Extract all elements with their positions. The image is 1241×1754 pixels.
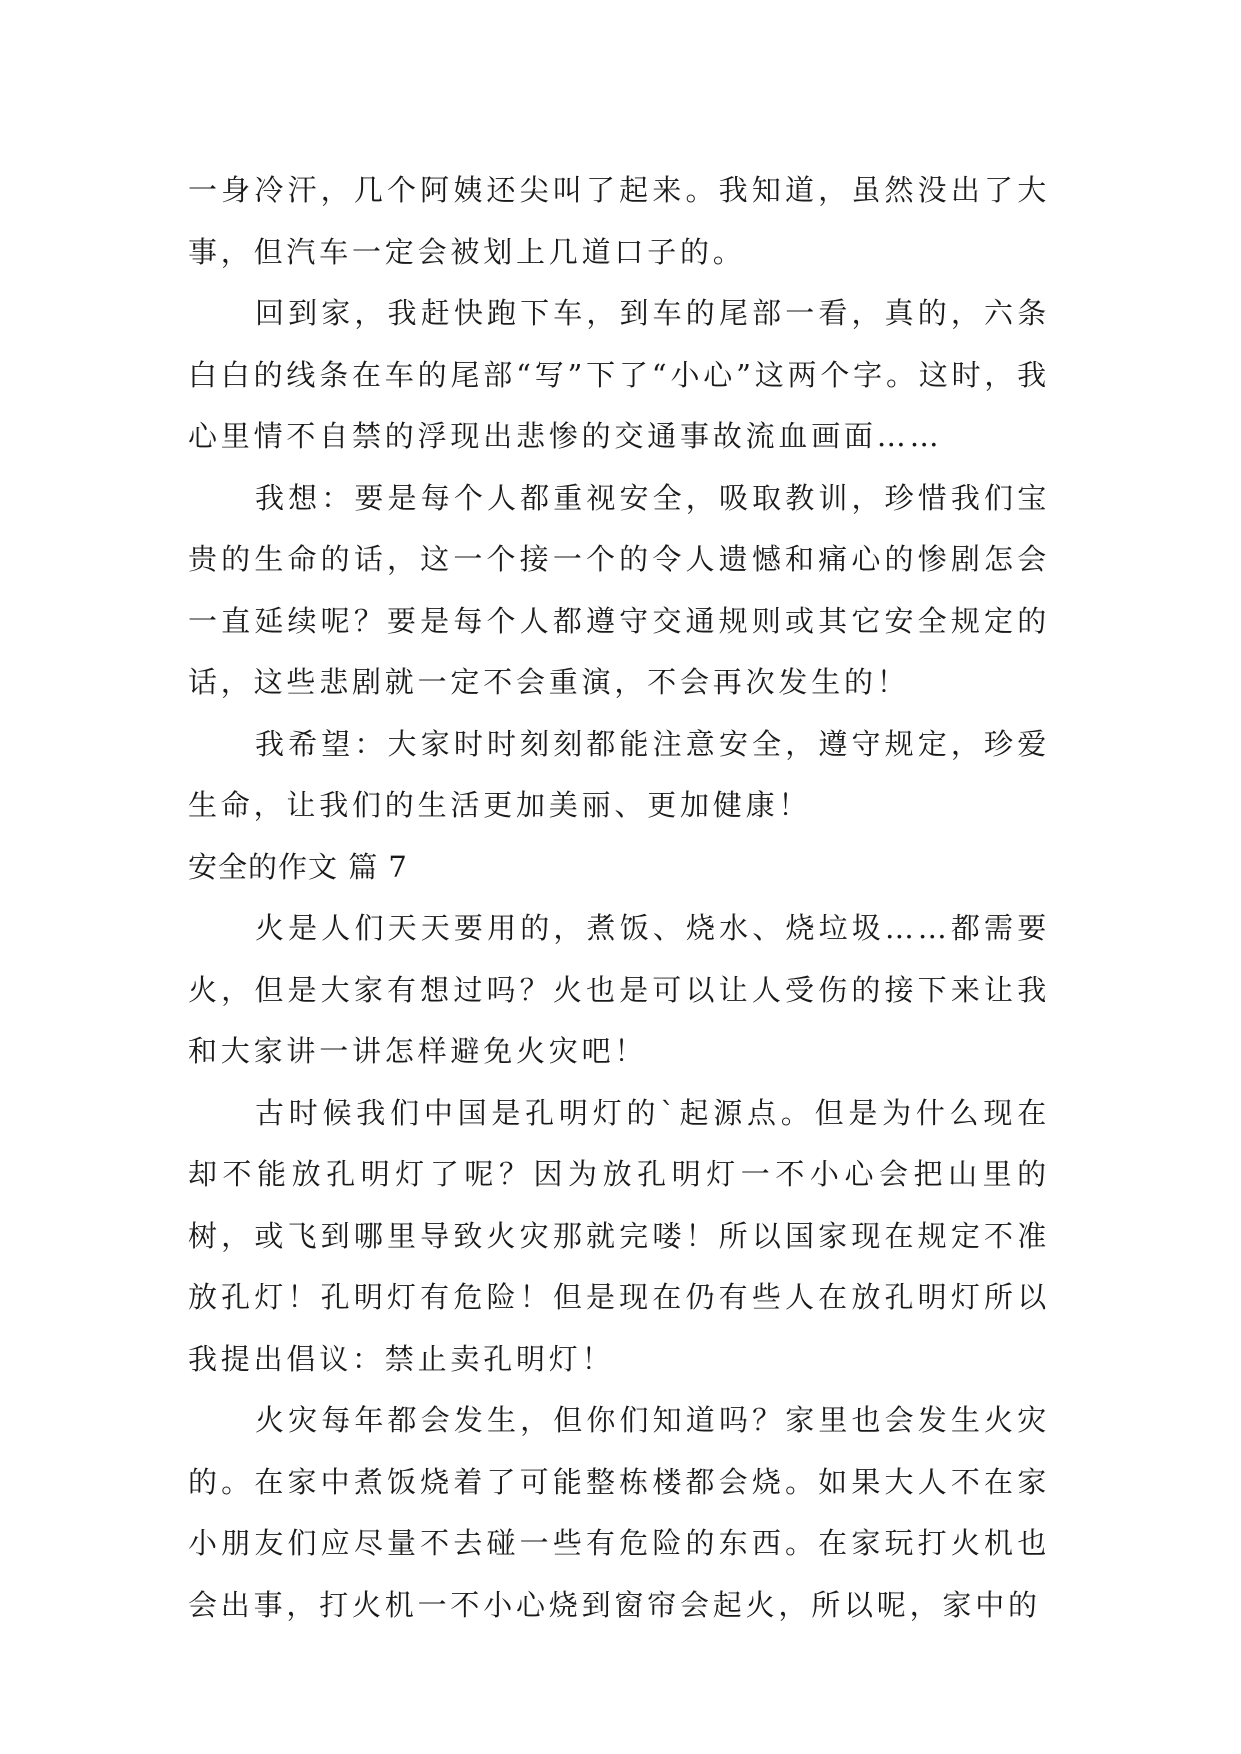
paragraph: 古时候我们中国是孔明灯的`起源点。但是为什么现在却不能放孔明灯了呢？因为放孔明灯一不小心会把山里的树，或飞到哪里导致火灾那就完喽！所以国家现在规定不准放孔灯！孔明灯有危险！但是现在仍有些人在放孔明灯所以我提出倡议：禁止卖孔明灯！ bbox=[188, 1095, 1050, 1376]
section-heading: 安全的作文 篇 7 bbox=[188, 849, 408, 884]
paragraph: 我想：要是每个人都重视安全，吸取教训，珍惜我们宝贵的生命的话，这一个接一个的令人遗憾和痛心的惨剧怎会一直延续呢？要是每个人都遵守交通规则或其它安全规定的话，这些悲剧就一定不会重演，不会再次发生的！ bbox=[188, 480, 1050, 699]
paragraph: 火是人们天天要用的，煮饭、烧水、烧垃圾……都需要火，但是大家有想过吗？火也是可以让人受伤的接下来让我和大家讲一讲怎样避免火灾吧！ bbox=[188, 911, 1050, 1068]
paragraph: 一身冷汗，几个阿姨还尖叫了起来。我知道，虽然没出了大事，但汽车一定会被划上几道口子的。 bbox=[188, 173, 1050, 269]
paragraph: 回到家，我赶快跑下车，到车的尾部一看，真的，六条白白的线条在车的尾部“写”下了“小心”这两个字。这时，我心里情不自禁的浮现出悲惨的交通事故流血画面…… bbox=[188, 296, 1050, 453]
paragraph: 火灾每年都会发生，但你们知道吗？家里也会发生火灾的。在家中煮饭烧着了可能整栋楼都会烧。如果大人不在家小朋友们应尽量不去碰一些有危险的东西。在家玩打火机也会出事，打火机一不小心烧到窗帘会起火，所以呢，家中的 bbox=[188, 1403, 1050, 1622]
document-body bbox=[188, 160, 1050, 1636]
paragraph: 我希望：大家时时刻刻都能注意安全，遵守规定，珍爱生命，让我们的生活更加美丽、更加健康！ bbox=[188, 726, 1050, 822]
